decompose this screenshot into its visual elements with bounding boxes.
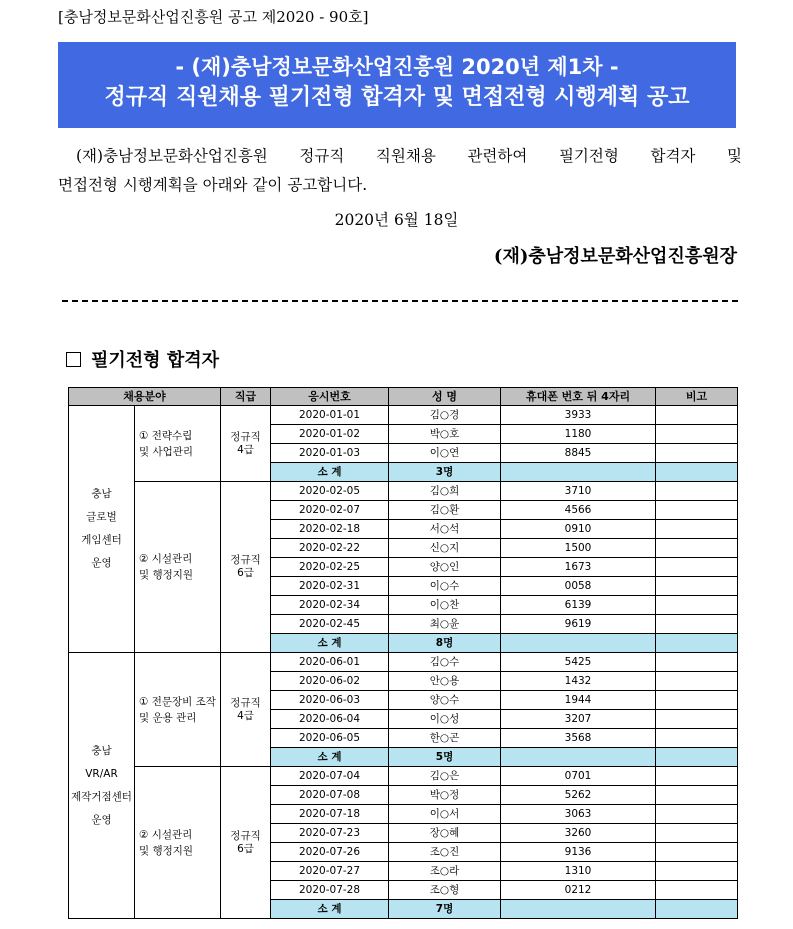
- note-cell: [656, 729, 738, 748]
- exam-no-cell: 2020-06-03: [271, 691, 389, 710]
- phone-cell: 0212: [501, 881, 656, 900]
- name-cell: 양○수: [389, 691, 501, 710]
- rank-cell: [221, 653, 271, 767]
- rank-cell: [221, 482, 271, 653]
- table-row: [69, 767, 738, 786]
- area-cell-line: VR/AR: [85, 767, 118, 780]
- area-cell: [69, 653, 135, 919]
- phone-cell: 3260: [501, 824, 656, 843]
- note-cell: [656, 805, 738, 824]
- note-cell: [656, 501, 738, 520]
- phone-cell: 9619: [501, 615, 656, 634]
- name-cell: 김○은: [389, 767, 501, 786]
- subtotal-count: 3명: [389, 463, 501, 482]
- exam-no-cell: 2020-02-18: [271, 520, 389, 539]
- note-cell: [656, 824, 738, 843]
- header-note: 비고: [656, 388, 738, 406]
- name-cell: 이○성: [389, 710, 501, 729]
- header-phone: 휴대폰 번호 뒤 4자리: [501, 388, 656, 406]
- name-cell: 이○수: [389, 577, 501, 596]
- exam-no-cell: 2020-07-08: [271, 786, 389, 805]
- note-cell: [656, 444, 738, 463]
- phone-cell: 4566: [501, 501, 656, 520]
- exam-no-cell: 2020-06-04: [271, 710, 389, 729]
- note-cell: [656, 406, 738, 425]
- area-cell-line: 충남: [91, 744, 112, 757]
- note-cell: [656, 653, 738, 672]
- phone-cell: 0910: [501, 520, 656, 539]
- field-cell-line: 및 행정지원: [139, 844, 194, 857]
- field-cell-line: ② 시설관리: [139, 828, 193, 841]
- field-cell-line: 및 운용 관리: [139, 711, 197, 724]
- checkbox-square-icon: [66, 352, 81, 367]
- note-cell: [656, 596, 738, 615]
- name-cell: 장○혜: [389, 824, 501, 843]
- title-banner: [58, 42, 736, 128]
- phone-cell: 1673: [501, 558, 656, 577]
- rank-cell-line: 6급: [237, 842, 254, 855]
- issuer-name: (재)충남정보문화산업진흥원장: [493, 246, 737, 267]
- table-row: [69, 406, 738, 425]
- phone-cell: 0701: [501, 767, 656, 786]
- results-table: [68, 387, 738, 919]
- phone-cell: 8845: [501, 444, 656, 463]
- table-row: [69, 482, 738, 501]
- rank-cell-line: 정규직: [230, 430, 261, 443]
- subtotal-note: [656, 748, 738, 767]
- phone-cell: 1944: [501, 691, 656, 710]
- name-cell: 김○희: [389, 482, 501, 501]
- phone-cell: 5425: [501, 653, 656, 672]
- exam-no-cell: 2020-02-22: [271, 539, 389, 558]
- name-cell: 신○지: [389, 539, 501, 558]
- subtotal-note: [656, 463, 738, 482]
- note-cell: [656, 710, 738, 729]
- subtotal-label: 소 계: [271, 748, 389, 767]
- exam-no-cell: 2020-06-05: [271, 729, 389, 748]
- area-cell-line: 운영: [91, 813, 112, 826]
- phone-cell: 3710: [501, 482, 656, 501]
- name-cell: 이○찬: [389, 596, 501, 615]
- exam-no-cell: 2020-06-02: [271, 672, 389, 691]
- subtotal-phone: [501, 900, 656, 919]
- table-row: [69, 653, 738, 672]
- note-cell: [656, 539, 738, 558]
- phone-cell: 1310: [501, 862, 656, 881]
- note-cell: [656, 520, 738, 539]
- phone-cell: 9136: [501, 843, 656, 862]
- phone-cell: 1500: [501, 539, 656, 558]
- phone-cell: 3933: [501, 406, 656, 425]
- intro-line-1: (재)충남정보문화산업진흥원 정규직 직원채용 관련하여 필기전형 합격자 및: [76, 147, 742, 165]
- table-body: [69, 406, 738, 919]
- field-cell-line: ② 시설관리: [139, 553, 193, 565]
- name-cell: 김○경: [389, 406, 501, 425]
- exam-no-cell: 2020-02-05: [271, 482, 389, 501]
- field-cell-line: ① 전략수립: [139, 429, 193, 442]
- exam-no-cell: 2020-01-03: [271, 444, 389, 463]
- exam-no-cell: 2020-01-02: [271, 425, 389, 444]
- exam-no-cell: 2020-02-07: [271, 501, 389, 520]
- exam-no-cell: 2020-07-23: [271, 824, 389, 843]
- name-cell: 양○인: [389, 558, 501, 577]
- phone-cell: 1432: [501, 672, 656, 691]
- subtotal-phone: [501, 463, 656, 482]
- rank-cell: [221, 406, 271, 482]
- exam-no-cell: 2020-02-34: [271, 596, 389, 615]
- rank-cell: [221, 767, 271, 919]
- subtotal-note: [656, 900, 738, 919]
- subtotal-note: [656, 634, 738, 653]
- banner-title-line1: - (재)충남정보문화산업진흥원 2020년 제1차 -: [175, 55, 619, 79]
- rank-cell-line: 정규직: [230, 829, 261, 842]
- phone-cell: 6139: [501, 596, 656, 615]
- name-cell: 김○환: [389, 501, 501, 520]
- area-cell-line: 제작거점센터: [71, 790, 132, 803]
- exam-no-cell: 2020-07-04: [271, 767, 389, 786]
- subtotal-label: 소 계: [271, 900, 389, 919]
- name-cell: 이○서: [389, 805, 501, 824]
- note-cell: [656, 577, 738, 596]
- field-cell-line: ① 전문장비 조작: [139, 695, 216, 708]
- rank-cell-line: 4급: [237, 709, 254, 722]
- note-cell: [656, 672, 738, 691]
- note-cell: [656, 786, 738, 805]
- phone-cell: 3568: [501, 729, 656, 748]
- exam-no-cell: 2020-01-01: [271, 406, 389, 425]
- subtotal-count: 5명: [389, 748, 501, 767]
- header-field: 채용분야: [69, 388, 221, 406]
- field-cell: [135, 406, 221, 482]
- phone-cell: 0058: [501, 577, 656, 596]
- subtotal-label: 소 계: [271, 463, 389, 482]
- phone-cell: 1180: [501, 425, 656, 444]
- header-name: 성 명: [389, 388, 501, 406]
- table-header-row: [69, 388, 738, 406]
- field-cell: [135, 482, 221, 653]
- note-cell: [656, 615, 738, 634]
- exam-no-cell: 2020-07-18: [271, 805, 389, 824]
- notice-number: [충남정보문화산업진흥원 공고 제2020 - 90호]: [58, 8, 369, 26]
- section-title: 필기전형 합격자: [91, 350, 219, 371]
- name-cell: 한○곤: [389, 729, 501, 748]
- exam-no-cell: 2020-02-31: [271, 577, 389, 596]
- exam-no-cell: 2020-07-27: [271, 862, 389, 881]
- note-cell: [656, 558, 738, 577]
- exam-no-cell: 2020-02-45: [271, 615, 389, 634]
- rank-cell-line: 6급: [237, 567, 254, 579]
- section-heading: [66, 346, 219, 372]
- name-cell: 서○석: [389, 520, 501, 539]
- field-cell: [135, 767, 221, 919]
- intro-line-2: 면접전형 시행계획을 아래와 같이 공고합니다.: [58, 176, 368, 194]
- name-cell: 이○연: [389, 444, 501, 463]
- note-cell: [656, 862, 738, 881]
- subtotal-phone: [501, 748, 656, 767]
- note-cell: [656, 482, 738, 501]
- exam-no-cell: 2020-07-26: [271, 843, 389, 862]
- name-cell: 안○용: [389, 672, 501, 691]
- field-cell-line: 및 행정지원: [139, 569, 194, 581]
- intro-paragraph: [58, 142, 742, 200]
- phone-cell: 3207: [501, 710, 656, 729]
- exam-no-cell: 2020-06-01: [271, 653, 389, 672]
- note-cell: [656, 767, 738, 786]
- name-cell: 조○진: [389, 843, 501, 862]
- rank-cell-line: 정규직: [230, 696, 261, 709]
- exam-no-cell: 2020-07-28: [271, 881, 389, 900]
- exam-no-cell: 2020-02-25: [271, 558, 389, 577]
- name-cell: 박○정: [389, 786, 501, 805]
- note-cell: [656, 843, 738, 862]
- field-cell: [135, 653, 221, 767]
- banner-title-line2: 정규직 직원채용 필기전형 합격자 및 면접전형 시행계획 공고: [104, 85, 690, 110]
- rank-cell-line: 정규직: [230, 554, 261, 566]
- header-rank: 직급: [221, 388, 271, 406]
- subtotal-label: 소 계: [271, 634, 389, 653]
- subtotal-phone: [501, 634, 656, 653]
- rank-cell-line: 4급: [237, 443, 254, 456]
- note-cell: [656, 881, 738, 900]
- area-cell: [69, 406, 135, 653]
- subtotal-count: 8명: [389, 634, 501, 653]
- area-cell-line: 충남: [91, 488, 112, 500]
- notice-date: 2020년 6월 18일: [334, 211, 459, 229]
- field-cell-line: 및 사업관리: [139, 445, 194, 458]
- area-cell-line: 게임센터: [81, 534, 122, 546]
- subtotal-count: 7명: [389, 900, 501, 919]
- name-cell: 김○수: [389, 653, 501, 672]
- name-cell: 박○호: [389, 425, 501, 444]
- area-cell-line: 글로벌: [86, 511, 117, 523]
- area-cell-line: 운영: [91, 557, 112, 569]
- name-cell: 조○라: [389, 862, 501, 881]
- name-cell: 조○형: [389, 881, 501, 900]
- note-cell: [656, 425, 738, 444]
- phone-cell: 3063: [501, 805, 656, 824]
- header-exam-no: 응시번호: [271, 388, 389, 406]
- note-cell: [656, 691, 738, 710]
- name-cell: 최○윤: [389, 615, 501, 634]
- dashed-divider: [62, 300, 738, 302]
- phone-cell: 5262: [501, 786, 656, 805]
